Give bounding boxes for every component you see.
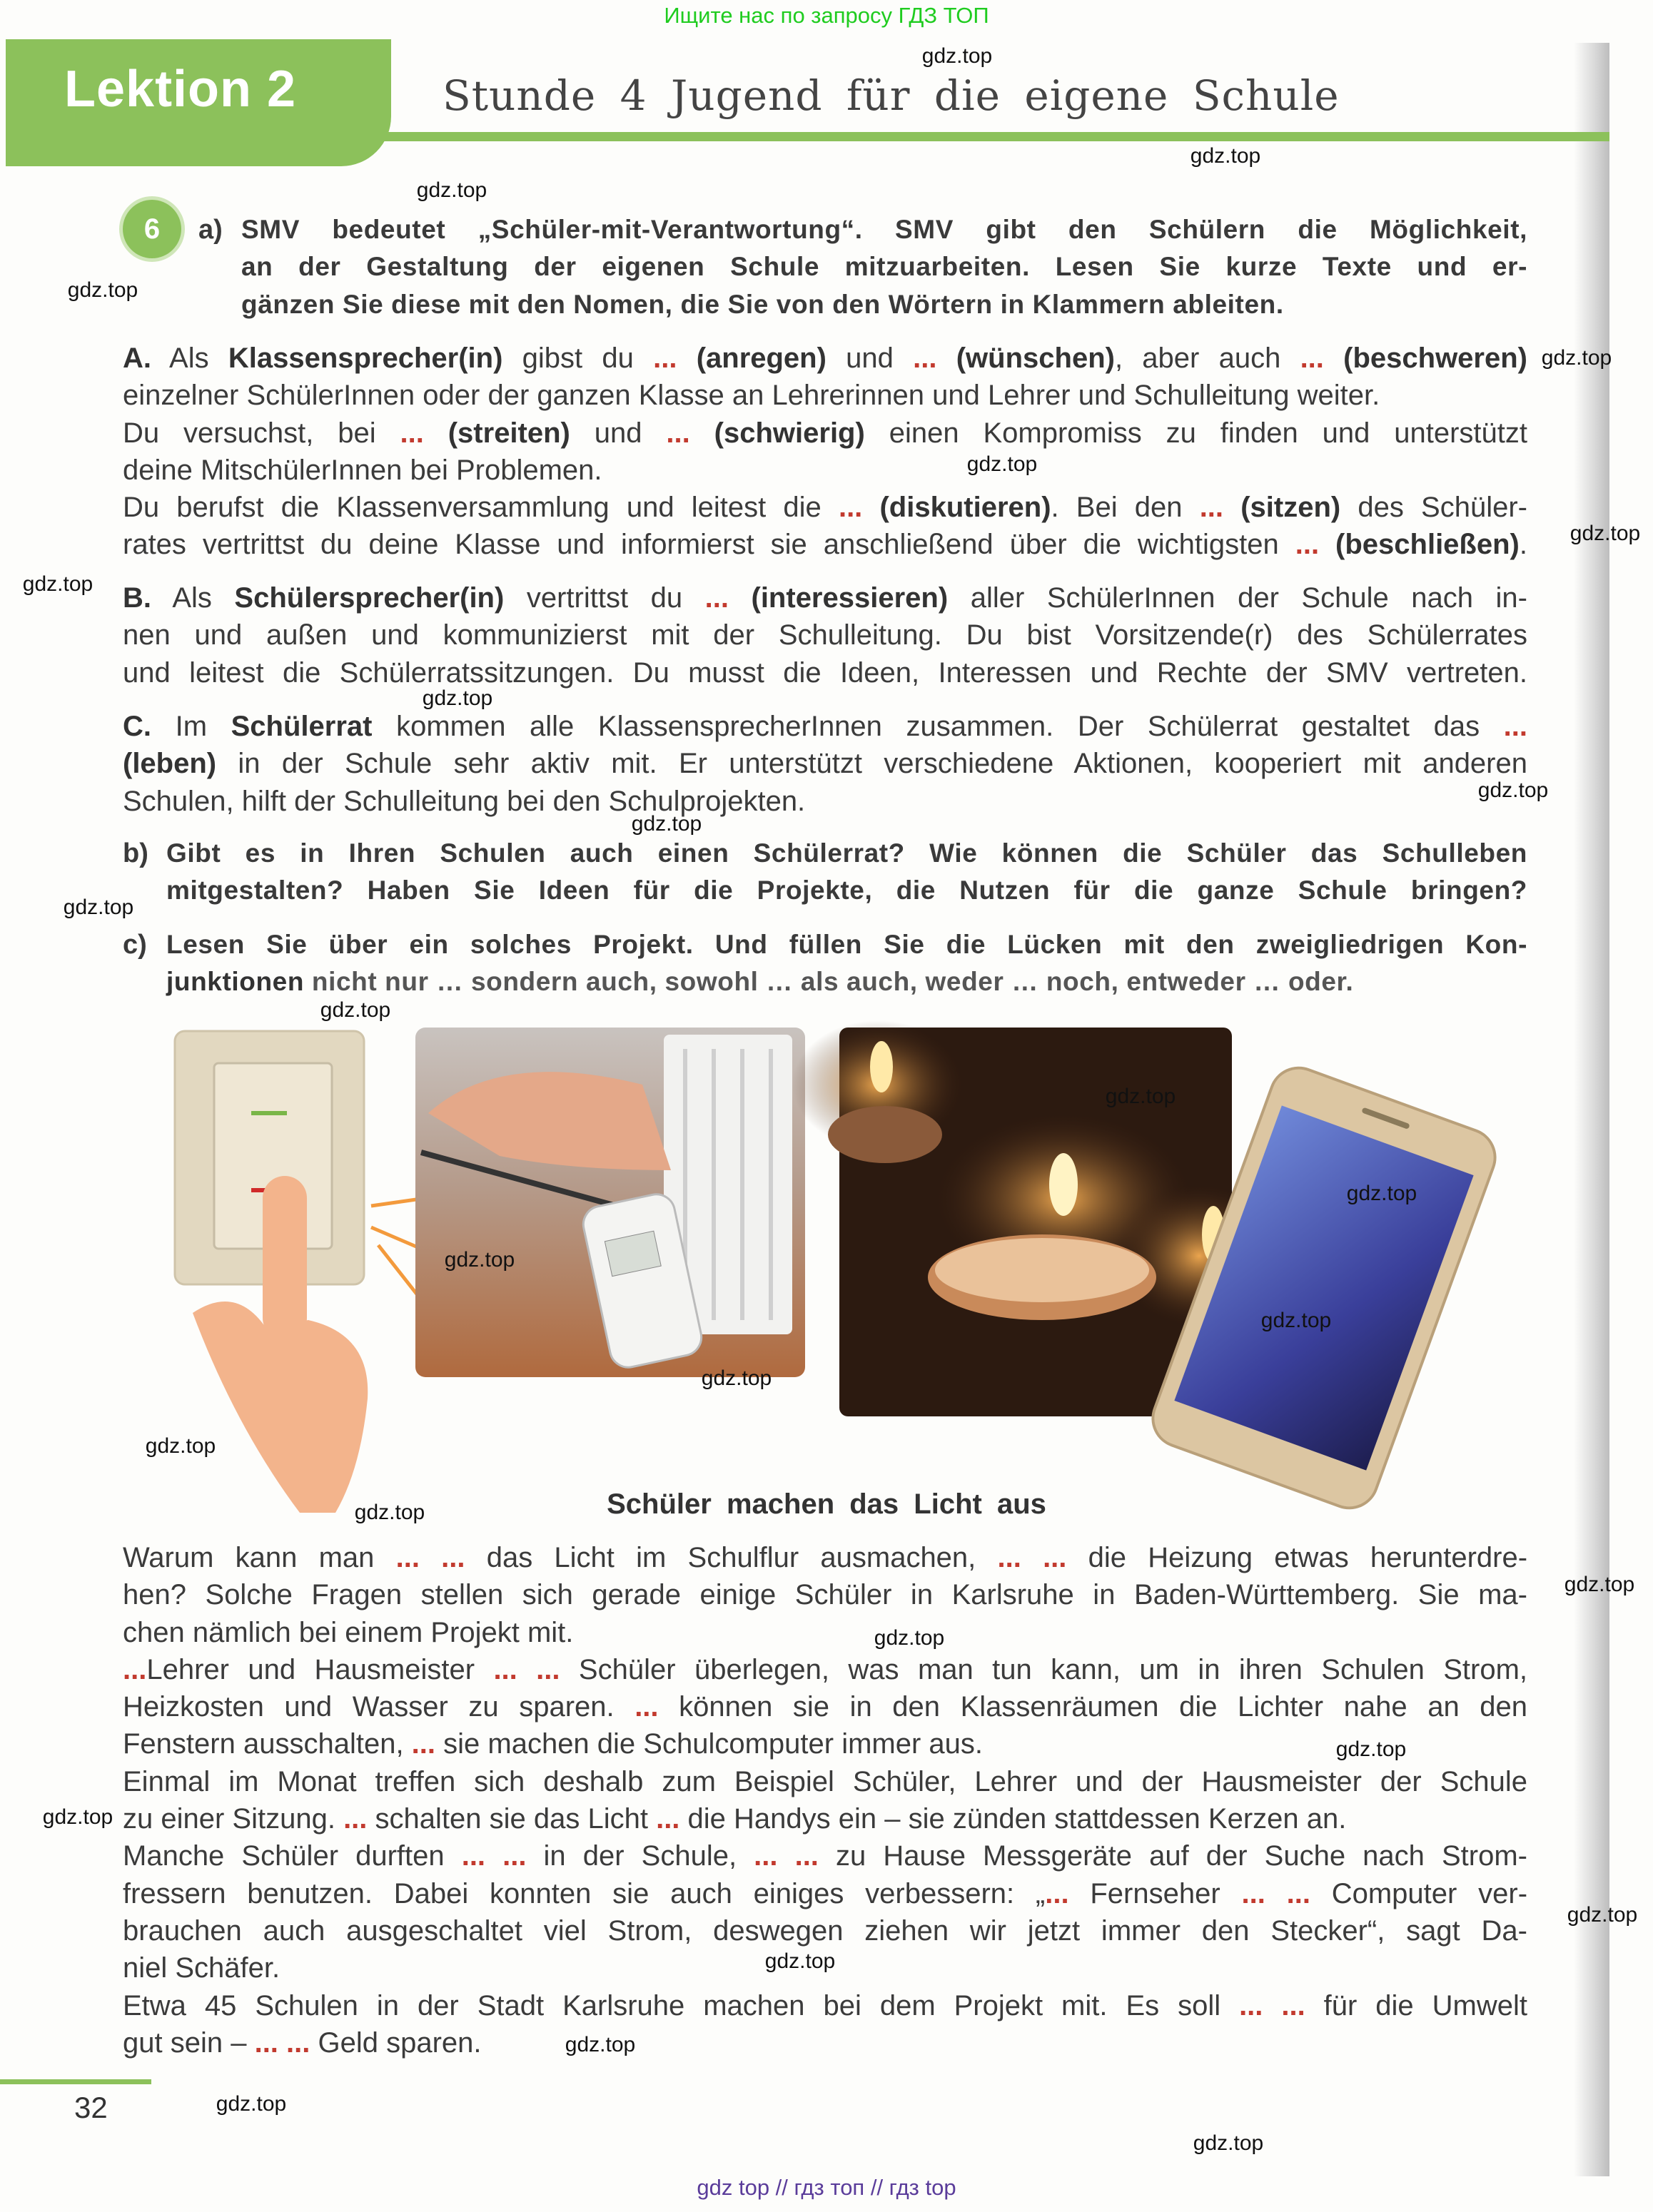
text-segment: [677, 343, 696, 374]
text-segment: niel Schäfer.: [123, 1952, 280, 1984]
bold-term: (wünschen): [956, 343, 1115, 374]
bold-term: Schülersprecher(in): [234, 582, 505, 614]
text-segment: und: [570, 417, 667, 449]
text-segment: Schüler überlegen, was man tun kann, um in ihren Schulen Strom,: [560, 1653, 1527, 1685]
text-segment: Geld sparen.: [310, 2026, 482, 2059]
text-line: [123, 783, 1527, 820]
text-segment: Etwa 45 Schulen in der Stadt Karlsruhe machen bei dem Projekt mit. Es soll: [123, 1989, 1240, 2021]
text-segment: [862, 492, 879, 523]
watermark-text: gdz.top: [354, 1501, 425, 1524]
text-line: [123, 1688, 1527, 1725]
bold-term: (beschließen): [1335, 529, 1520, 561]
text-segment: [936, 343, 956, 374]
header-divider: [371, 132, 1609, 141]
text-line: [123, 1539, 1527, 1576]
text-line: [123, 1987, 1527, 2024]
text-segment: gibst du: [502, 343, 654, 374]
text-segment: , aber auch: [1114, 343, 1300, 374]
text-segment: Als: [151, 343, 228, 374]
watermark-text: gdz.top: [320, 998, 391, 1022]
gap-placeholder: ... ...: [997, 1542, 1067, 1573]
gap-placeholder: ...: [1045, 1877, 1069, 1909]
text-segment: [1324, 343, 1343, 374]
watermark-text: gdz.top: [1335, 1737, 1407, 1761]
bold-term: C.: [123, 711, 151, 742]
text-line: [123, 526, 1527, 563]
watermark-text: gdz.top: [874, 1626, 945, 1650]
text-segment: gänzen Sie diese mit den Nomen, die Sie von den Wörtern in Klammern ableiten.: [241, 289, 1284, 319]
text-line: [123, 489, 1527, 526]
gap-placeholder: ... ...: [493, 1653, 560, 1685]
watermark-text: gdz.top: [416, 178, 487, 202]
task-b-text: [166, 835, 1527, 910]
text-segment: Lehrer und Hausmeister: [146, 1653, 494, 1685]
bold-term: Schülerrat: [231, 711, 373, 742]
text-segment: nicht nur … sondern auch, sowohl … als auch, weder … noch, entweder … oder.: [304, 967, 1354, 997]
task-c-text: [166, 926, 1527, 1001]
watermark-text: gdz.top: [1569, 522, 1641, 545]
text-segment: Warum kann man: [123, 1542, 396, 1573]
text-segment: das Licht im Schulflur ausmachen,: [465, 1542, 998, 1573]
text-segment: SMV bedeutet „Schüler-mit-Verantwortung“. SMV gibt den Schülern die Möglichkeit,: [241, 215, 1527, 244]
task-b-label: b): [123, 838, 148, 868]
text-segment: Schulen, hilft der Schulleitung bei den Schulprojekten.: [123, 785, 806, 817]
watermark-text: gdz.top: [966, 452, 1038, 476]
gap-placeholder: ... ...: [254, 2026, 310, 2059]
text-segment: zu einer Sitzung.: [123, 1803, 344, 1835]
task-c-label: c): [123, 930, 147, 960]
bold-term: (beschweren): [1343, 343, 1527, 374]
watermark-text: gdz.top: [764, 1949, 836, 1973]
gap-placeholder: ...: [1199, 492, 1224, 524]
text-segment: Fenstern ausschalten,: [123, 1728, 412, 1760]
text-line: [123, 1763, 1527, 1800]
text-segment: Fernseher: [1068, 1877, 1242, 1909]
text-line: [123, 415, 1527, 452]
text-segment: Im: [151, 711, 231, 742]
text-segment: und: [826, 343, 914, 374]
gap-placeholder: ...: [635, 1691, 659, 1723]
gap-placeholder: ...: [653, 343, 677, 374]
text-segment: [424, 417, 448, 449]
text-line: [166, 835, 1527, 872]
text-segment: .: [1519, 529, 1527, 561]
top-search-banner[interactable]: Ищите нас по запросу ГДЗ ТОП: [664, 3, 989, 28]
text-segment: Einmal im Monat treffen sich deshalb zum Beispiel Schüler, Lehrer und der Hausmeister der Schule: [123, 1765, 1527, 1797]
gap-placeholder: ...: [1300, 343, 1324, 374]
text-line: [166, 926, 1527, 963]
text-segment: [729, 582, 752, 614]
text-segment: und leitest die Schülerratssitzungen. Du musst die Ideen, Interessen und Rechte der SMV vertreten.: [123, 656, 1527, 689]
text-segment: Manche Schüler durften: [123, 1840, 462, 1872]
task-a-label: a): [198, 215, 223, 245]
text-segment: . Bei den: [1051, 492, 1200, 524]
story-text: [123, 1539, 1527, 2061]
text-line: [123, 377, 1527, 414]
text-segment: die Handys ein – sie zünden stattdessen Kerzen an.: [679, 1803, 1347, 1835]
text-line: [123, 1651, 1527, 1688]
gap-placeholder: ... ...: [461, 1840, 527, 1872]
watermark-text: gdz.top: [701, 1366, 772, 1390]
gap-placeholder: ... ...: [1241, 1877, 1310, 1909]
text-line: [123, 452, 1527, 489]
text-segment: Computer ver-: [1310, 1877, 1527, 1909]
text-segment: des Schüler-: [1340, 492, 1527, 524]
text-segment: die Heizung etwas herunterdre-: [1066, 1542, 1527, 1573]
text-segment: zu Hause Messgeräte auf der Suche nach Strom-: [818, 1840, 1527, 1872]
text-segment: Heizkosten und Wasser zu sparen.: [123, 1691, 635, 1723]
text-segment: Lesen Sie über ein solches Projekt. Und füllen Sie die Lücken mit den zweigliedrigen Kon-: [166, 930, 1527, 959]
watermark-text: gdz.top: [22, 572, 93, 596]
gap-placeholder: ...: [656, 1803, 680, 1835]
watermark-text: gdz.top: [1193, 2131, 1264, 2155]
watermark-text: gdz.top: [1477, 778, 1549, 802]
text-segment: [1319, 529, 1335, 560]
gap-placeholder: ...: [123, 1653, 147, 1685]
text-line: [123, 2024, 1527, 2061]
text-segment: brauchen auch ausgeschaltet viel Strom, deswegen ziehen wir jetzt immer den Stecker“, sagt Da-: [123, 1914, 1527, 1947]
text-line: [123, 1875, 1527, 1912]
text-segment: einen Kompromiss zu finden und unterstützt: [864, 417, 1527, 449]
watermark-text: gdz.top: [145, 1434, 216, 1458]
bold-term: Klassensprecher(in): [228, 343, 503, 374]
footer-links[interactable]: gdz top // гдз топ // гдз top: [697, 2175, 956, 2200]
text-line: [123, 1576, 1527, 1613]
watermark-text: gdz.top: [444, 1248, 515, 1272]
gap-placeholder: ...: [411, 1728, 436, 1760]
bold-term: (interessieren): [751, 582, 949, 614]
text-line: [123, 708, 1527, 745]
watermark-text: gdz.top: [1564, 1573, 1635, 1596]
watermark-text: gdz.top: [422, 686, 493, 710]
text-segment: aller SchülerInnen der Schule nach in-: [948, 582, 1527, 614]
gap-placeholder: ...: [343, 1803, 368, 1835]
text-segment: kommen alle KlassensprecherInnen zusammen. Der Schülerrat gestaltet das: [372, 711, 1504, 742]
story-title: Schüler machen das Licht aus: [607, 1488, 1046, 1520]
thermostat-photo: [415, 1028, 805, 1377]
text-segment: Als: [151, 582, 235, 614]
text-segment: einzelner SchülerInnen oder der ganzen Klasse an Lehrerinnen und Lehrer und Schulleitung weiter.: [123, 380, 1380, 412]
text-line: [241, 248, 1527, 285]
text-segment: gut sein –: [123, 2026, 255, 2059]
text-line: [123, 654, 1527, 691]
text-segment: [690, 417, 714, 449]
gap-placeholder: ... ...: [395, 1542, 465, 1573]
text-line: [123, 340, 1527, 377]
watermark-text: gdz.top: [1260, 1309, 1332, 1332]
gap-placeholder: ...: [666, 417, 690, 449]
text-segment: für die Umwelt: [1305, 1989, 1527, 2021]
watermark-text: gdz.top: [1541, 346, 1612, 370]
watermark-text: gdz.top: [631, 812, 702, 836]
text-segment: deine MitschülerInnen bei Problemen.: [123, 454, 602, 486]
watermark-text: gdz.top: [216, 2092, 287, 2116]
text-segment: vertrittst du: [504, 582, 705, 614]
bold-term: (diskutieren): [879, 492, 1051, 524]
text-segment: [1223, 492, 1240, 523]
lesson-label: Lektion 2: [64, 61, 297, 118]
bold-term: (streiten): [448, 417, 570, 449]
watermark-text: gdz.top: [1346, 1182, 1417, 1205]
watermark-text: gdz.top: [67, 278, 138, 302]
text-segment: Gibt es in Ihren Schulen auch einen Schülerrat? Wie können die Schüler das Schulleben: [166, 838, 1527, 868]
paragraph-a: [123, 340, 1527, 564]
page-number: 32: [74, 2091, 108, 2124]
text-line: [123, 1614, 1527, 1651]
text-line: [123, 1800, 1527, 1837]
lesson-title: Stunde 4 Jugend für die eigene Schule: [443, 71, 1340, 120]
bold-term: A.: [123, 343, 151, 374]
text-line: [166, 872, 1527, 909]
bold-term: (schwierig): [714, 417, 865, 449]
text-line: [123, 1837, 1527, 1874]
gap-placeholder: ...: [400, 417, 424, 449]
gap-placeholder: ...: [838, 492, 863, 524]
gap-placeholder: ... ...: [754, 1840, 819, 1872]
text-line: [241, 286, 1527, 323]
text-segment: in der Schule,: [526, 1840, 754, 1872]
watermark-text: gdz.top: [63, 896, 134, 919]
text-line: [241, 211, 1527, 248]
text-segment: sie machen die Schulcomputer immer aus.: [435, 1728, 984, 1760]
text-segment: Du versuchst, bei: [123, 417, 400, 449]
bold-term: junktionen: [166, 967, 305, 997]
text-line: [123, 1912, 1527, 1949]
text-segment: rates vertrittst du deine Klasse und informierst sie anschließend über die wichtigsten: [123, 529, 1295, 561]
gap-placeholder: ...: [1503, 711, 1527, 742]
watermark-text: gdz.top: [1567, 1903, 1638, 1927]
bold-term: (anregen): [696, 343, 826, 374]
text-segment: chen nämlich bei einem Projekt mit.: [123, 1616, 574, 1648]
gap-placeholder: ...: [1295, 529, 1320, 561]
watermark-text: gdz.top: [1190, 144, 1261, 168]
watermark-text: gdz.top: [565, 2033, 636, 2056]
task-a-text: [241, 211, 1527, 323]
text-segment: hen? Solche Fragen stellen sich gerade einige Schüler in Karlsruhe in Baden-Württemberg. Sie ma-: [123, 1579, 1527, 1611]
bold-term: (sitzen): [1240, 492, 1341, 524]
text-segment: in der Schule sehr aktiv mit. Er unterstützt verschiedene Aktionen, kooperiert mit anderen: [216, 748, 1527, 780]
text-segment: fressern benutzen. Dabei konnten sie auch einiges verbessern: „: [123, 1877, 1046, 1909]
gap-placeholder: ... ...: [1239, 1989, 1305, 2021]
bold-term: B.: [123, 582, 151, 614]
watermark-text: gdz.top: [1105, 1085, 1176, 1108]
page-number-rule: [0, 2079, 151, 2084]
text-segment: nen und außen und kommunizierst mit der Schulleitung. Du bist Vorsitzende(r) des Schülerrates: [123, 619, 1527, 651]
gap-placeholder: ...: [913, 343, 937, 374]
paragraph-c: [123, 708, 1527, 820]
text-segment: Du berufst die Klassenversammlung und leitest die: [123, 492, 839, 524]
illustrations: [0, 999, 1653, 1513]
text-line: [123, 579, 1527, 617]
text-line: [123, 617, 1527, 654]
bold-term: (leben): [123, 748, 217, 780]
text-segment: an der Gestaltung der eigenen Schule mitzuarbeiten. Lesen Sie kurze Texte und er-: [241, 252, 1527, 282]
text-segment: mitgestalten? Haben Sie Ideen für die Projekte, die Nutzen für die ganze Schule bringen?: [166, 876, 1527, 905]
text-segment: schalten sie das Licht: [367, 1803, 657, 1835]
exercise-number-badge: 6: [123, 200, 181, 258]
gap-placeholder: ...: [704, 582, 729, 614]
text-segment: können sie in den Klassenräumen die Lichter nahe an den: [658, 1691, 1527, 1723]
paragraph-b: [123, 579, 1527, 691]
watermark-text: gdz.top: [921, 44, 993, 68]
text-line: [123, 745, 1527, 782]
watermark-text: gdz.top: [42, 1805, 113, 1829]
text-line: [123, 1725, 1527, 1762]
text-line: [166, 963, 1527, 1000]
